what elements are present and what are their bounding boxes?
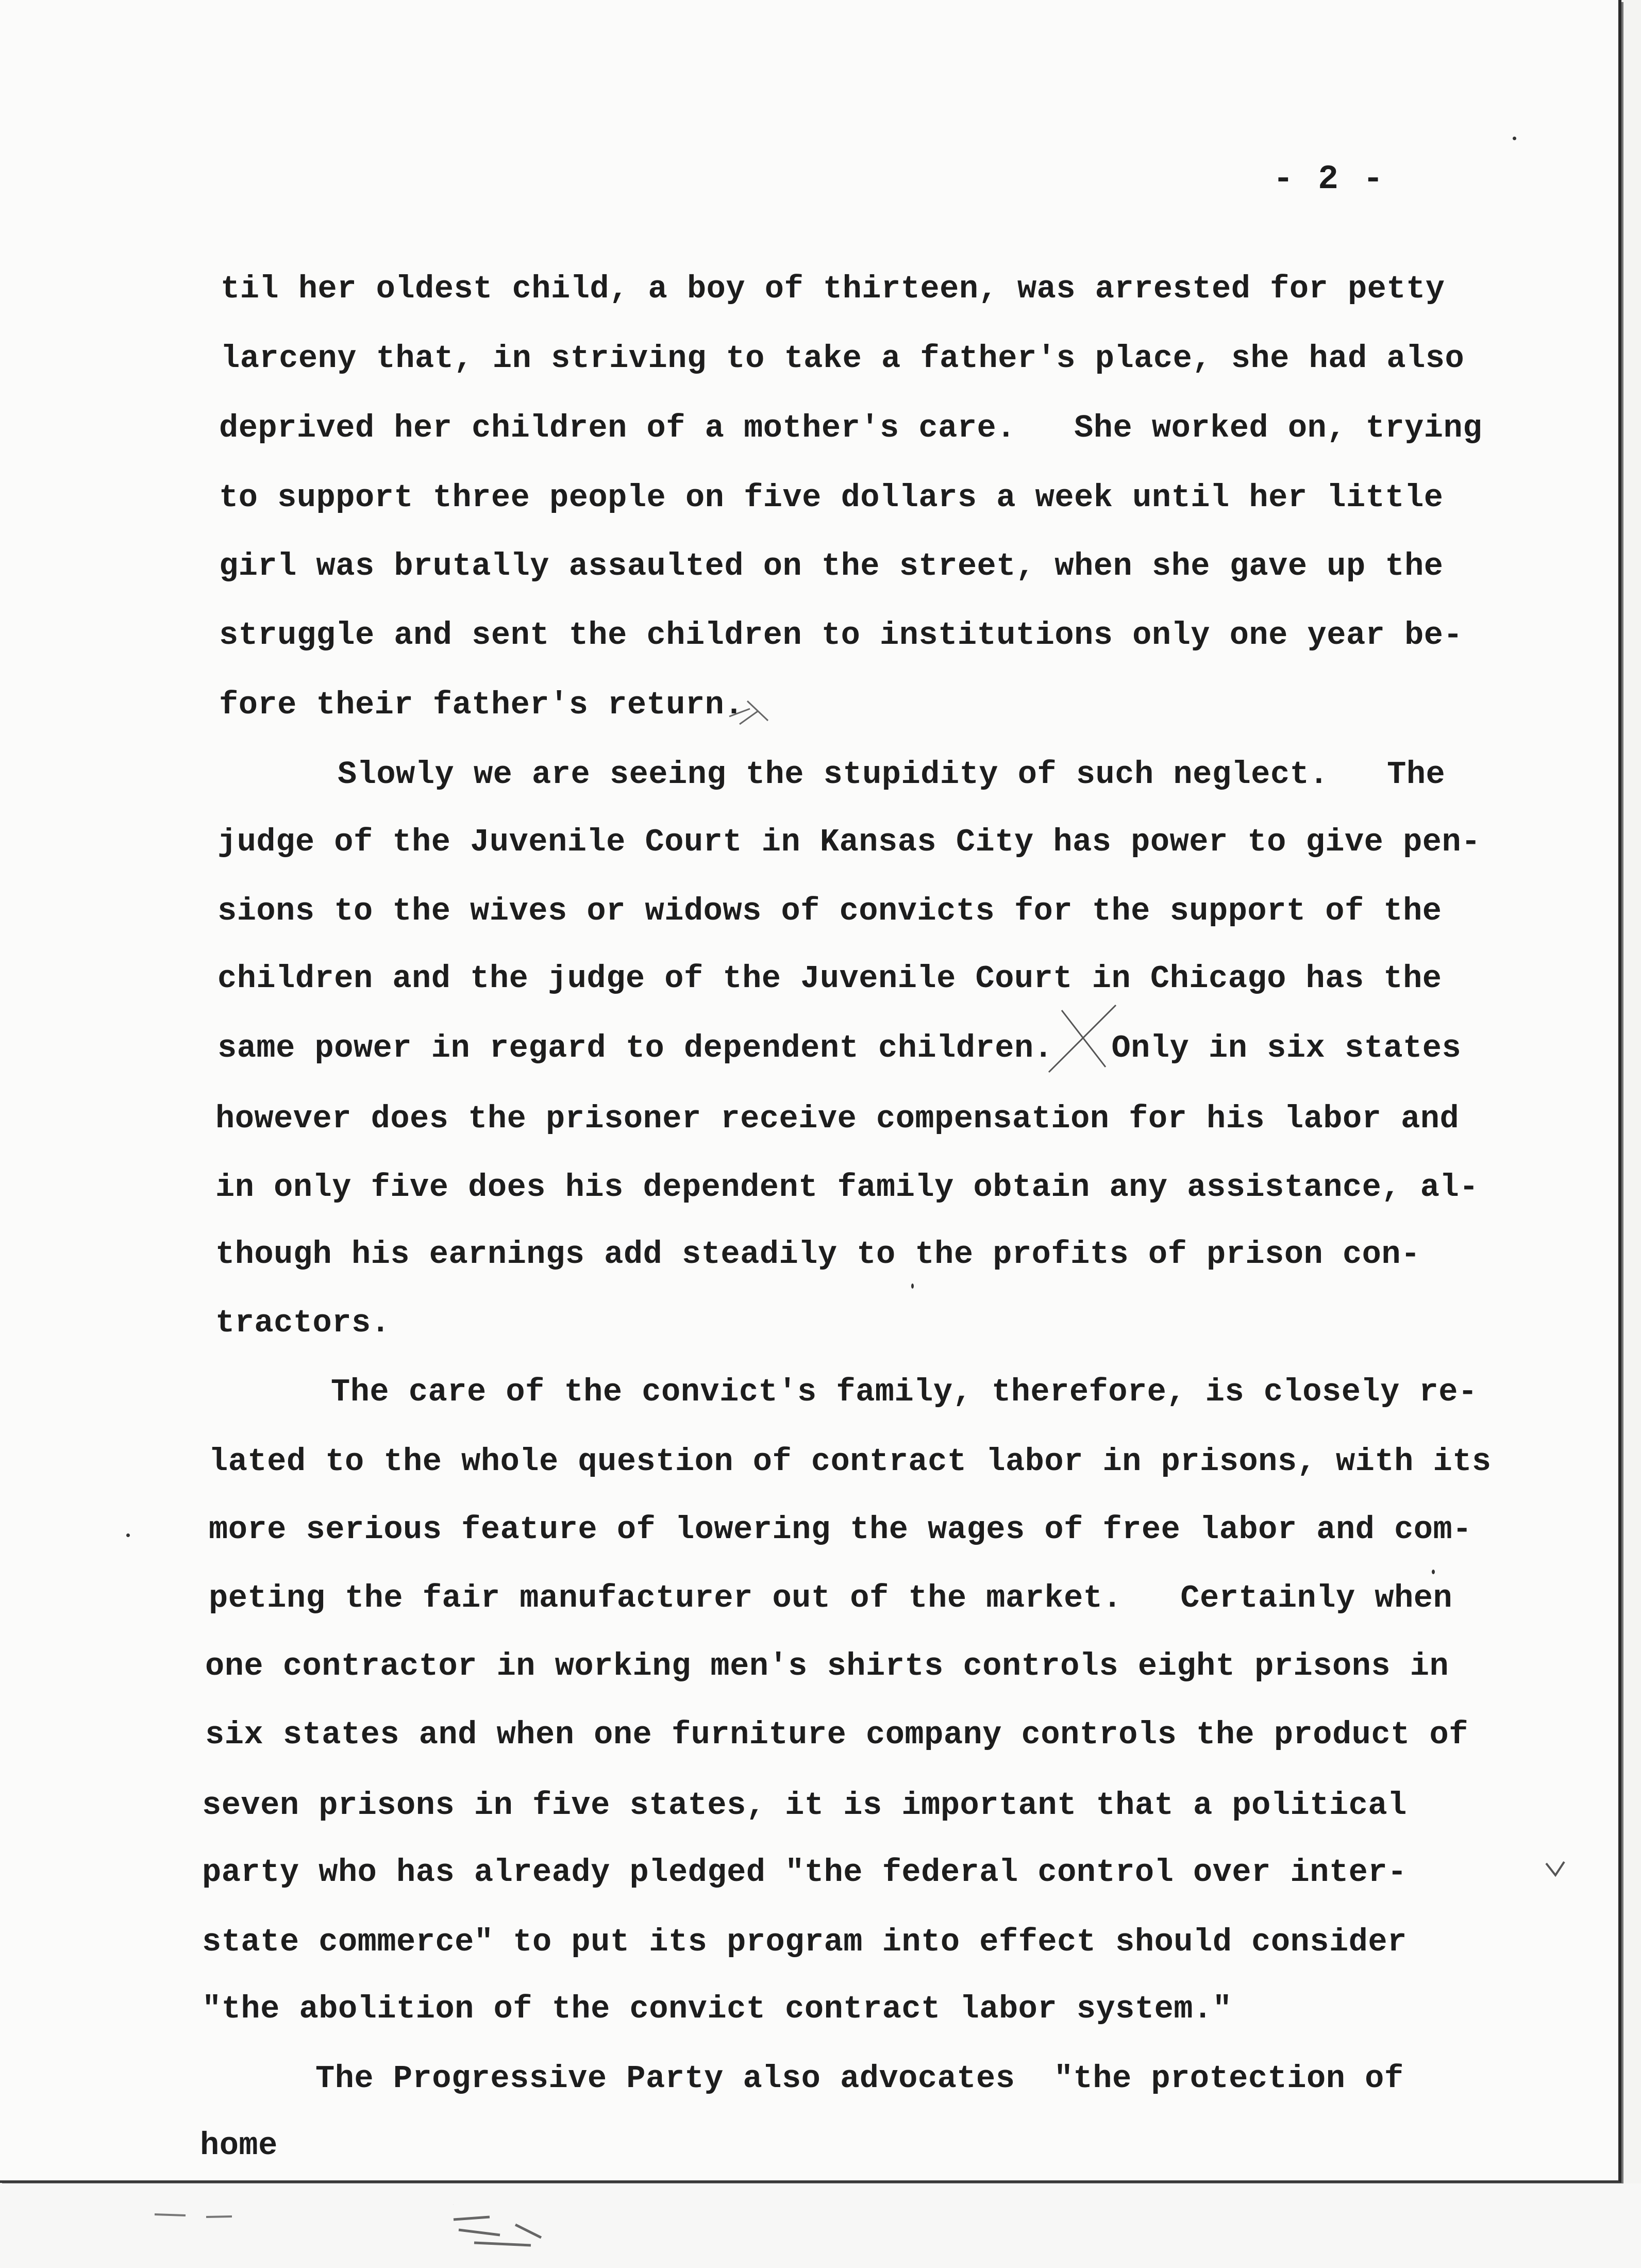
text-line: though his earnings add steadily to the profits of prison con- [215, 1236, 1420, 1273]
text-line: girl was brutally assaulted on the street, when she gave up the [219, 548, 1444, 585]
text-line: The Progressive Party also advocates "the protection of [315, 2060, 1404, 2097]
text-line: peting the fair manufacturer out of the market. Certainly when [209, 1580, 1453, 1616]
text-line: The care of the convict's family, therefore, is closely re- [331, 1374, 1478, 1410]
text-line: children and the judge of the Juvenile Court in Chicago has the [217, 960, 1442, 997]
text-line: in only five does his dependent family obtain any assistance, al- [215, 1169, 1479, 1206]
text-line: six states and when one furniture company controls the product of [205, 1716, 1468, 1753]
text-line: larceny that, in striving to take a father's place, she had also [221, 340, 1465, 377]
pencil-x-mark [1039, 995, 1136, 1082]
scan-speck [126, 1533, 130, 1537]
text-line: tractors. [215, 1305, 391, 1341]
text-line: state commerce" to put its program into effect should consider [202, 1924, 1407, 1960]
text-line: seven prisons in five states, it is important that a political [202, 1787, 1407, 1824]
text-line: struggle and sent the children to institutions only one year be- [219, 617, 1463, 654]
text-line: more serious feature of lowering the wages of free labor and com- [209, 1511, 1472, 1548]
text-line: "the abolition of the convict contract labor system." [202, 1991, 1232, 2027]
text-line: one contractor in working men's shirts controls eight prisons in [205, 1648, 1449, 1685]
scan-bottom-edge [0, 2183, 1641, 2268]
scan-smudge [443, 2189, 557, 2261]
text-line: lated to the whole question of contract labor in prisons, with its [209, 1443, 1492, 1480]
scan-speck [911, 1283, 914, 1289]
text-line: fore their father's return. [219, 687, 744, 723]
text-line: Slowly we are seeing the stupidity of such neglect. The [338, 756, 1446, 793]
page-number: - 2 - [1273, 160, 1386, 198]
scan-speck [1513, 137, 1516, 140]
text-line: judge of the Juvenile Court in Kansas City has power to give pen- [217, 824, 1481, 860]
text-line: deprived her children of a mother's care. She worked on, trying [219, 410, 1482, 446]
scan-speck [1432, 1570, 1435, 1574]
text-line: same power in regard to dependent children. Only in six states [217, 1030, 1462, 1066]
text-line: to support three people on five dollars a week until her little [219, 479, 1444, 516]
margin-tick-mark [1541, 1856, 1572, 1887]
text-line: however does the prisoner receive compensation for his labor and [215, 1100, 1460, 1137]
pencil-check-mark [719, 680, 796, 742]
text-line: home [200, 2127, 278, 2164]
text-line: til her oldest child, a boy of thirteen, was arrested for petty [221, 271, 1445, 307]
text-line: party who has already pledged "the federal control over inter- [202, 1854, 1407, 1891]
scan-smudge [144, 2194, 454, 2256]
text-line: sions to the wives or widows of convicts for the support of the [217, 893, 1442, 929]
